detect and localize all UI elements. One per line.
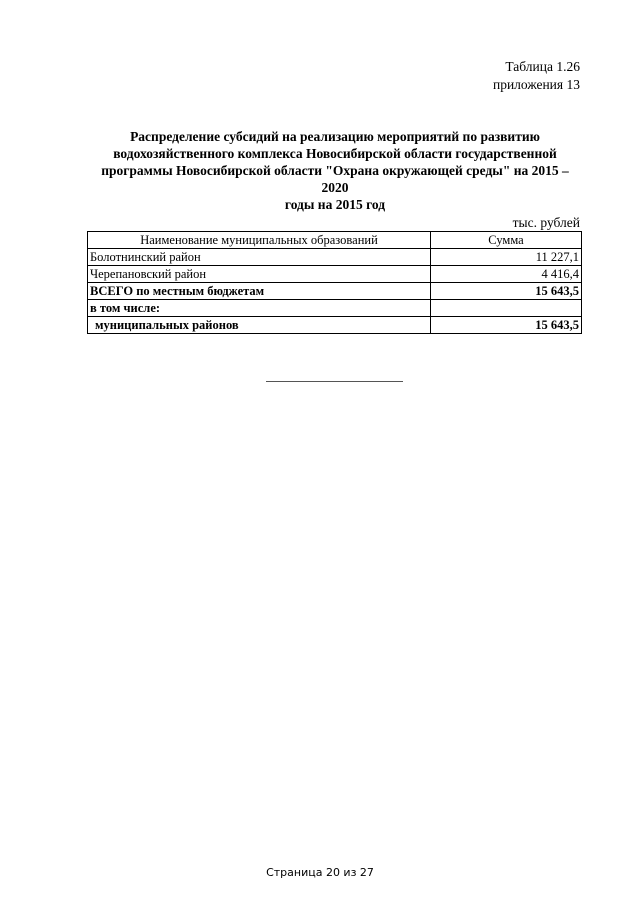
row-value: 4 416,4 bbox=[431, 266, 582, 283]
row-name: в том числе: bbox=[88, 300, 431, 317]
row-value: 11 227,1 bbox=[431, 249, 582, 266]
title-line-2: водохозяйственного комплекса Новосибирской области государственной bbox=[113, 146, 557, 161]
table-row-subtotal bbox=[88, 317, 582, 334]
table-reference bbox=[493, 58, 580, 94]
title-line-1: Распределение субсидий на реализацию мероприятий по развитию bbox=[130, 129, 540, 144]
table-row-total bbox=[88, 283, 582, 300]
appendix-number: приложения 13 bbox=[492, 77, 580, 92]
row-value bbox=[431, 300, 582, 317]
column-header-sum: Сумма bbox=[431, 232, 582, 249]
row-name: Болотнинский район bbox=[88, 249, 431, 266]
row-name: ВСЕГО по местным бюджетам bbox=[88, 283, 431, 300]
table-number: Таблица 1.26 bbox=[505, 59, 580, 74]
row-name: Черепановский район bbox=[88, 266, 431, 283]
separator-line bbox=[266, 381, 403, 382]
table-row bbox=[88, 266, 582, 283]
table-row bbox=[88, 249, 582, 266]
column-header-name: Наименование муниципальных образований bbox=[88, 232, 431, 249]
document-title bbox=[88, 128, 582, 213]
unit-label: тыс. рублей bbox=[512, 215, 580, 230]
page-number: Страница 20 из 27 bbox=[266, 866, 374, 879]
row-name: муниципальных районов bbox=[88, 317, 431, 334]
title-line-4: годы на 2015 год bbox=[284, 197, 386, 212]
table-header-row bbox=[88, 232, 582, 249]
table-row-subheading bbox=[88, 300, 582, 317]
subsidy-table bbox=[87, 231, 582, 334]
row-value: 15 643,5 bbox=[431, 317, 582, 334]
row-value: 15 643,5 bbox=[431, 283, 582, 300]
title-line-3: программы Новосибирской области "Охрана окружающей среды" на 2015 – 2020 bbox=[101, 163, 569, 195]
